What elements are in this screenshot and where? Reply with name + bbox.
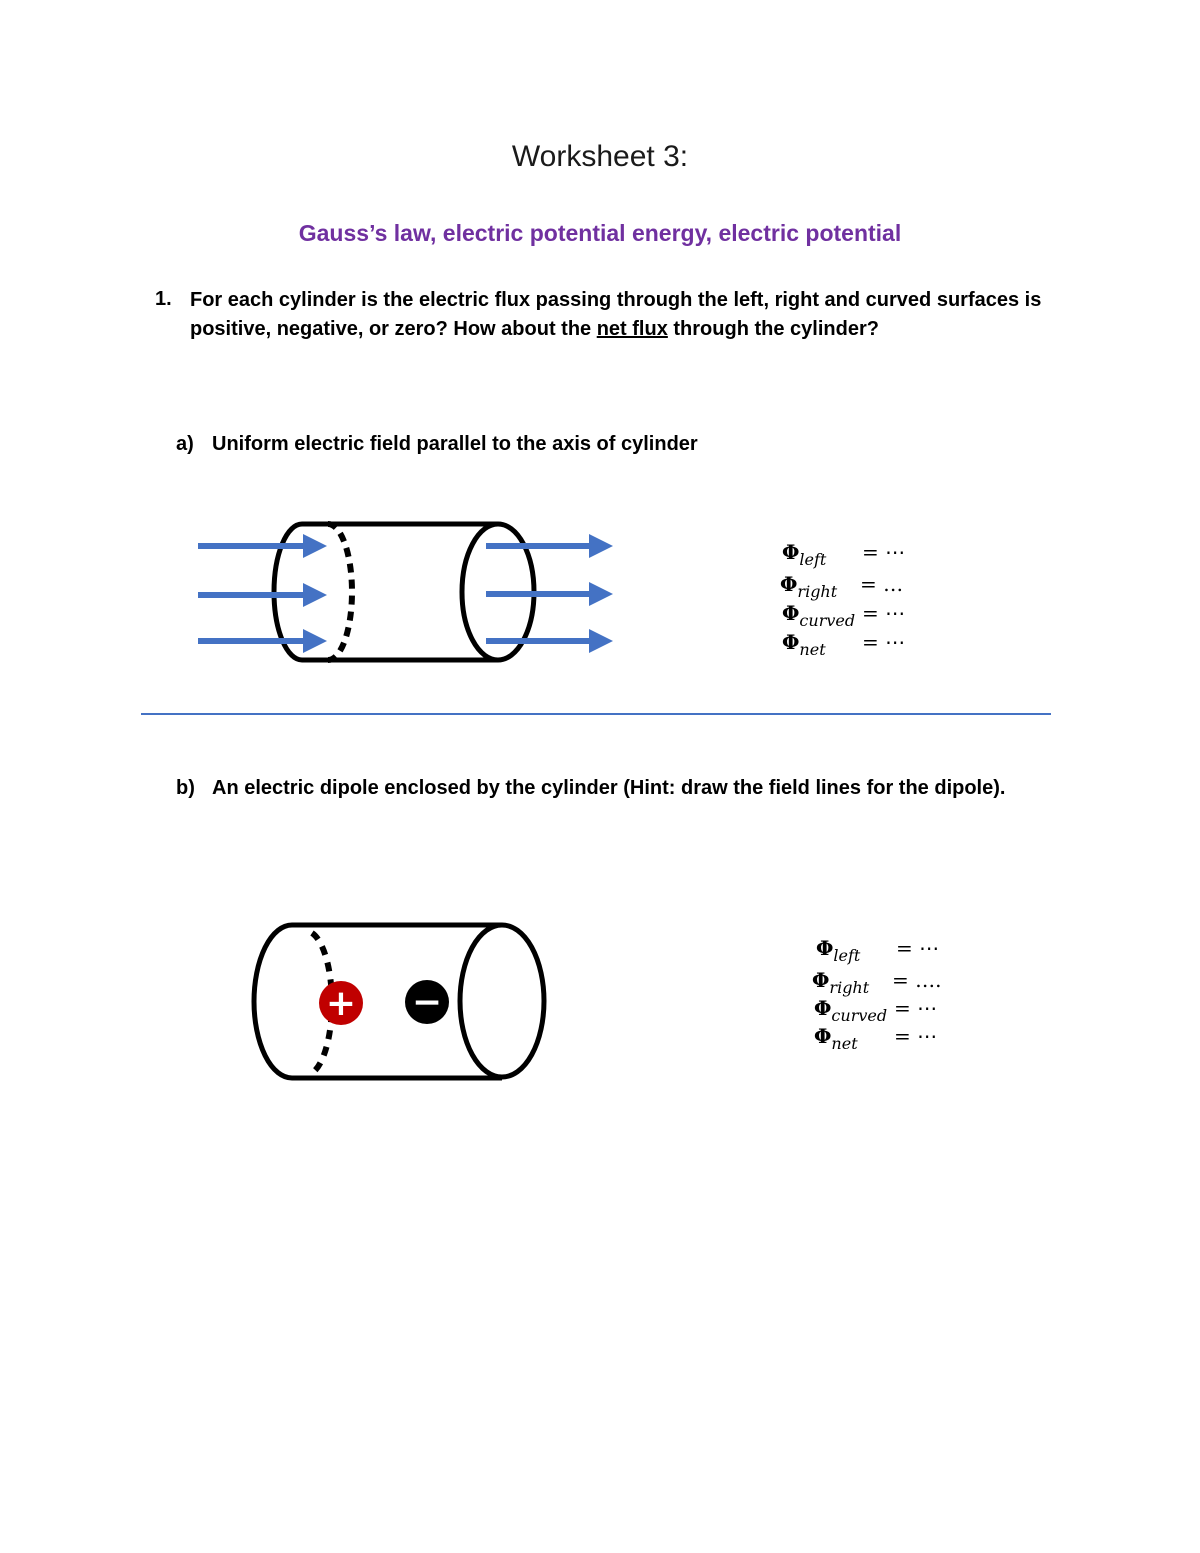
question-number: 1.	[155, 288, 172, 310]
uniform-field-cylinder-diagram	[180, 510, 640, 680]
section-divider	[141, 713, 1051, 715]
cylinder-left-face	[254, 925, 292, 1078]
cylinder-left-face-hidden	[328, 524, 352, 660]
flux-b-left: $\Phi_{left}$ = ⋯	[816, 936, 940, 965]
flux-b-right: $\Phi_{right}$ = ….	[812, 968, 942, 997]
dipole-cylinder-diagram	[240, 915, 560, 1090]
flux-a-curved: $\Phi_{curved}$ = ⋯	[782, 601, 906, 630]
flux-a-right: $\Phi_{right}$ = …	[780, 572, 904, 601]
negative-charge-sign: −	[411, 982, 443, 1023]
page-title: Worksheet 3:	[511, 140, 689, 173]
page-subtitle: Gauss’s law, electric potential energy, electric potential	[298, 220, 902, 246]
flux-b-net: $\Phi_{net}$ = ⋯	[814, 1024, 938, 1053]
question-underlined: net flux	[596, 318, 668, 340]
question-text-part1: For each cylinder is the electric flux passing through the left, right and curved surfaces is positive, negative, or zero? How about the	[190, 289, 1042, 340]
part-b-label: b)	[176, 777, 195, 799]
cylinder-outline	[302, 524, 498, 660]
question-text	[190, 286, 1060, 344]
flux-b-curved: $\Phi_{curved}$ = ⋯	[814, 996, 938, 1025]
part-a-text: Uniform electric field parallel to the axis of cylinder	[212, 433, 698, 455]
flux-a-net: $\Phi_{net}$ = ⋯	[782, 630, 906, 659]
cylinder-right-face	[460, 925, 544, 1077]
positive-charge-sign: +	[325, 983, 357, 1024]
part-a-label: a)	[176, 433, 194, 455]
flux-a-left: $\Phi_{left}$ = ⋯	[782, 540, 906, 569]
part-b-text: An electric dipole enclosed by the cylinder (Hint: draw the field lines for the dipole).	[212, 777, 1006, 799]
question-text-part2: through the cylinder?	[667, 318, 879, 340]
